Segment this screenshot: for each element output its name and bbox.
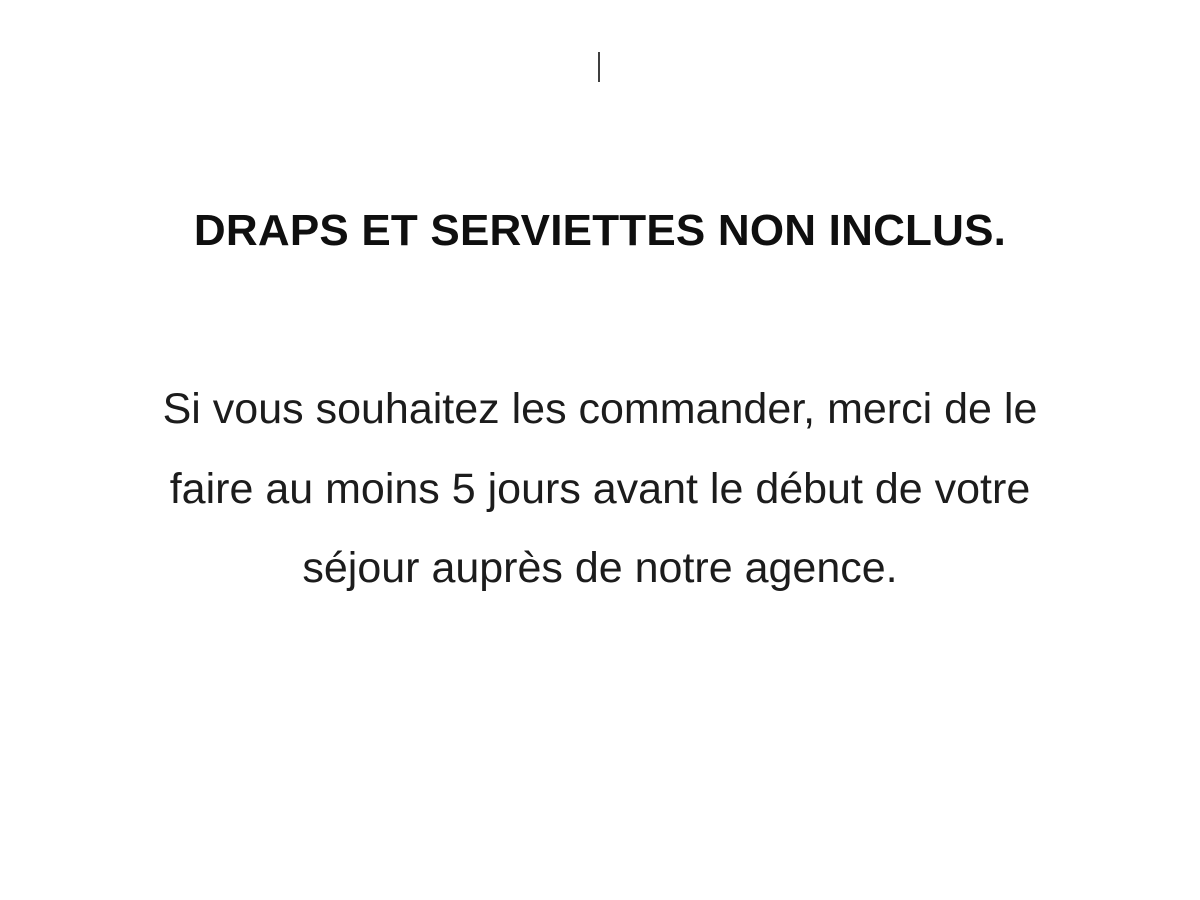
body-text-line: Si vous souhaitez les commander, merci de le	[162, 385, 1038, 433]
body-text-line: séjour auprès de notre agence.	[302, 544, 898, 593]
text-cursor-mark	[598, 52, 600, 82]
page-title: DRAPS ET SERVIETTES NON INCLUS.	[193, 206, 1007, 255]
body-text	[45, 370, 1155, 609]
body-text-line: faire au moins 5 jours avant le début de votre	[169, 464, 1031, 513]
